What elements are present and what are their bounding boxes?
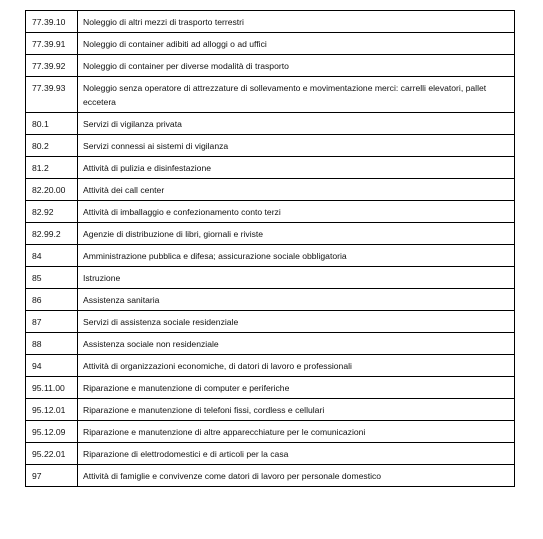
activity-description: Riparazione e manutenzione di telefoni fissi, cordless e cellulari [78,399,515,421]
activity-code: 77.39.10 [26,11,78,33]
activity-description: Istruzione [78,267,515,289]
activity-description: Riparazione e manutenzione di computer e periferiche [78,377,515,399]
activity-code: 82.20.00 [26,179,78,201]
activity-description: Noleggio senza operatore di attrezzature di sollevamento e movimentazione merci: carrelli elevatori, pallet eccetera [78,77,515,113]
activity-code: 80.1 [26,113,78,135]
table-row [26,77,515,113]
activity-description: Agenzie di distribuzione di libri, giornali e riviste [78,223,515,245]
table-body [26,11,515,487]
activity-description: Servizi di vigilanza privata [78,113,515,135]
table-row [26,333,515,355]
activity-code: 95.22.01 [26,443,78,465]
activity-description: Servizi connessi ai sistemi di vigilanza [78,135,515,157]
table-row [26,355,515,377]
activity-description: Attività di famiglie e convivenze come datori di lavoro per personale domestico [78,465,515,487]
activity-description: Noleggio di altri mezzi di trasporto terrestri [78,11,515,33]
table-row [26,245,515,267]
activity-code: 94 [26,355,78,377]
table-row [26,443,515,465]
activity-description: Riparazione di elettrodomestici e di articoli per la casa [78,443,515,465]
activity-description: Attività di pulizia e disinfestazione [78,157,515,179]
activity-code: 85 [26,267,78,289]
activity-code: 81.2 [26,157,78,179]
activity-code: 95.12.01 [26,399,78,421]
table-row [26,399,515,421]
activity-code: 84 [26,245,78,267]
activity-description: Assistenza sanitaria [78,289,515,311]
activity-description: Noleggio di container per diverse modalità di trasporto [78,55,515,77]
table-row [26,11,515,33]
table-row [26,267,515,289]
activity-description: Riparazione e manutenzione di altre apparecchiature per le comunicazioni [78,421,515,443]
table-row [26,289,515,311]
table-row [26,311,515,333]
table-row [26,223,515,245]
activity-description: Attività di organizzazioni economiche, di datori di lavoro e professionali [78,355,515,377]
activity-description: Attività di imballaggio e confezionamento conto terzi [78,201,515,223]
table-row [26,421,515,443]
table-row [26,377,515,399]
activity-code-table [25,10,515,487]
table-row [26,465,515,487]
table-row [26,201,515,223]
activity-description: Noleggio di container adibiti ad alloggi o ad uffici [78,33,515,55]
table-row [26,135,515,157]
activity-code: 82.99.2 [26,223,78,245]
activity-code: 88 [26,333,78,355]
activity-description: Amministrazione pubblica e difesa; assicurazione sociale obbligatoria [78,245,515,267]
activity-code: 86 [26,289,78,311]
table-row [26,55,515,77]
activity-code: 97 [26,465,78,487]
activity-code: 80.2 [26,135,78,157]
activity-code: 95.11.00 [26,377,78,399]
activity-description: Assistenza sociale non residenziale [78,333,515,355]
table-row [26,179,515,201]
table-row [26,157,515,179]
activity-code: 95.12.09 [26,421,78,443]
activity-code: 77.39.92 [26,55,78,77]
activity-code: 77.39.93 [26,77,78,113]
activity-code: 87 [26,311,78,333]
activity-description: Attività dei call center [78,179,515,201]
activity-code: 77.39.91 [26,33,78,55]
table-row [26,33,515,55]
activity-description: Servizi di assistenza sociale residenziale [78,311,515,333]
activity-code: 82.92 [26,201,78,223]
table-row [26,113,515,135]
